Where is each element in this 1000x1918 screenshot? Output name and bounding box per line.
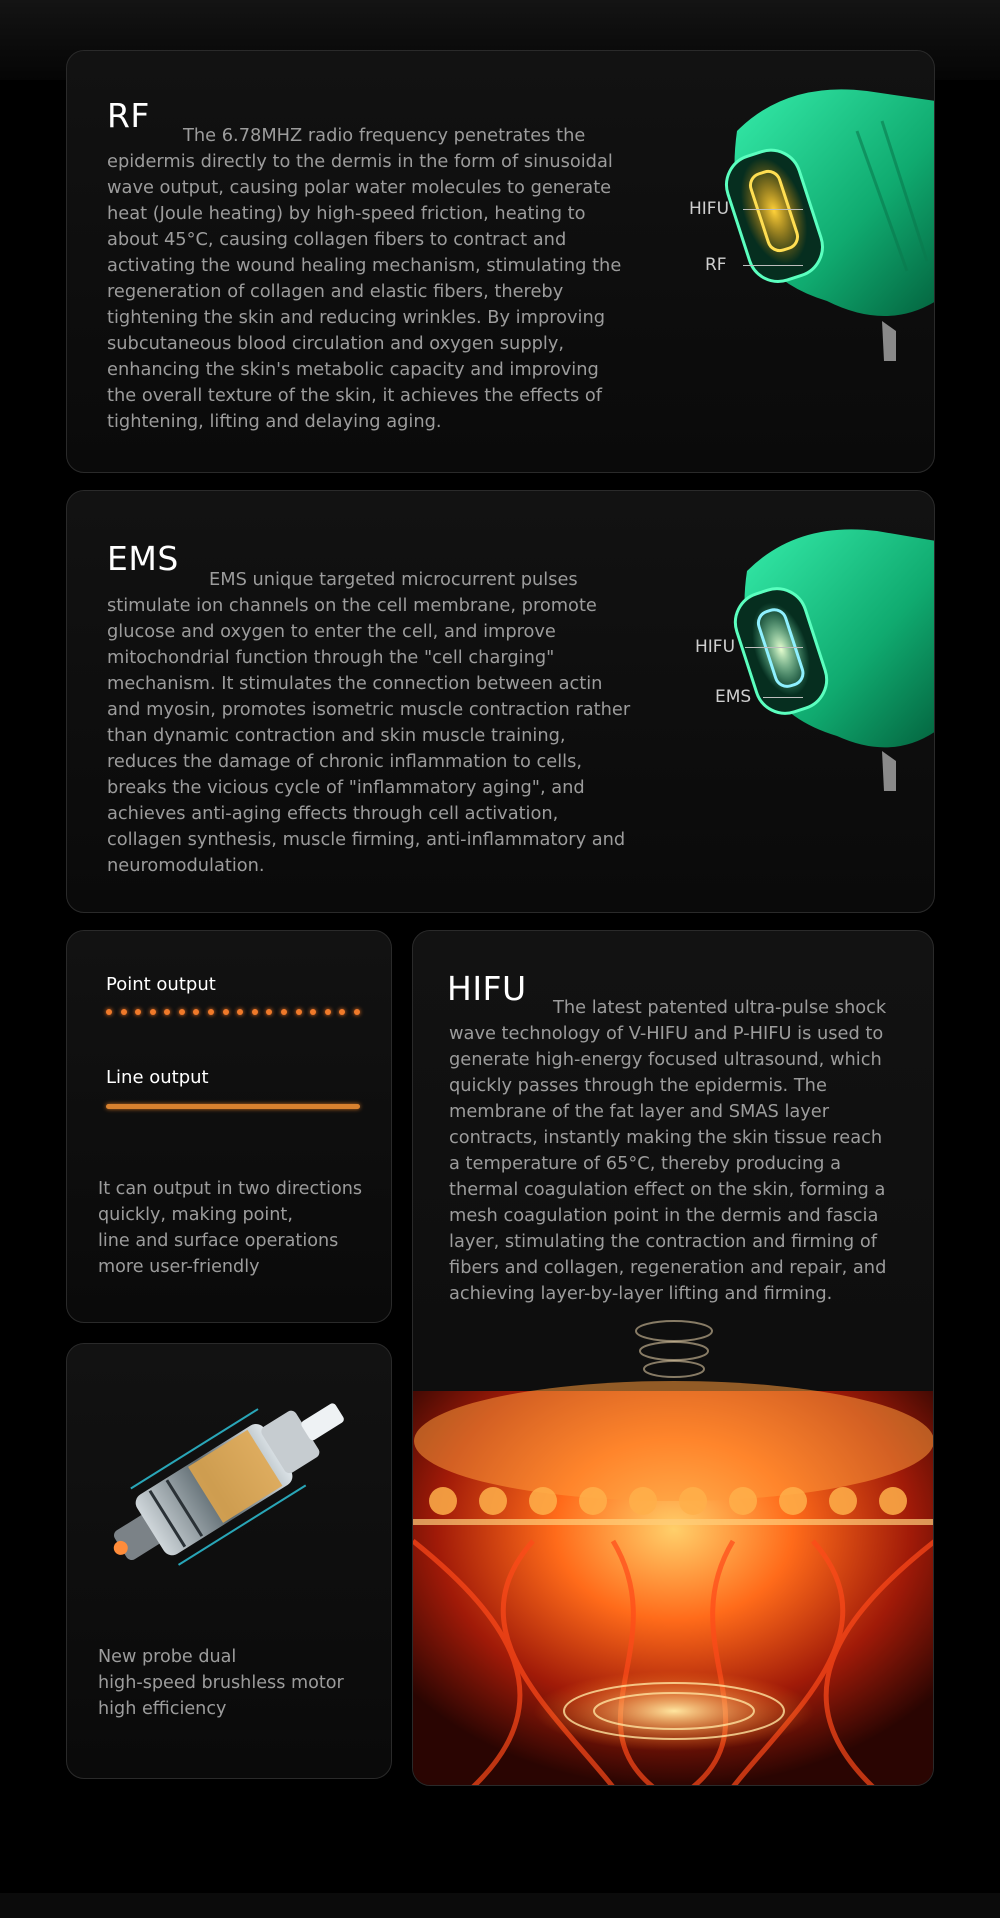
ems-hifu-leader (745, 647, 803, 648)
rf-hifu-leader (743, 209, 803, 210)
rf-card (66, 50, 935, 473)
hifu-text: The latest patented ultra-pulse shock wave technology of V-HIFU and P-HIFU is used to generate high-energy focused ultrasound, which quickly passes through the epidermis. The membrane of the fat layer and SMAS layer contracts, instantly making the skin tissue reach a temperature of 65°C, thereby producing a thermal coagulation effect on the skin, forming a mesh coagulation point in the dermis and fascia layer, stimulating the contraction and firming of fibers and collagen, regeneration and repair, and achieving layer-by-layer lifting and firming. (449, 997, 887, 1304)
ems-ems-label: EMS (715, 687, 752, 707)
motor-description: New probe dual high-speed brushless motor high efficiency (98, 1647, 344, 1719)
ems-title: EMS (107, 539, 179, 578)
device-head-rf-image (667, 71, 935, 371)
point-output-dots (106, 1009, 360, 1017)
hifu-description (449, 995, 889, 1307)
line-output-label: Line output (106, 1067, 209, 1088)
ems-text: EMS unique targeted microcurrent pulses stimulate ion channels on the cell membrane, promote glucose and oxygen to enter the cell, and improve mitochondrial function through the "cell charging" mechanism. It stimulates the connection between actin and myosin, promotes isometric muscle contraction rather than dynamic contraction and skin muscle training, reduces the damage of chronic inflammation to cells, breaks the vicious cycle of "inflammatory aging", and achieves anti-aging effects through cell activation, collagen synthesis, muscle firming, anti-inflammatory and neuromodulation. (107, 569, 631, 876)
ems-description (107, 567, 637, 879)
brushless-motor-image (81, 1374, 381, 1584)
hifu-title: HIFU (447, 969, 527, 1008)
point-output-label: Point output (106, 974, 216, 995)
rf-title: RF (107, 96, 150, 135)
rf-rf-label: RF (705, 255, 727, 275)
hifu-card (412, 930, 934, 1786)
ems-hifu-label: HIFU (695, 637, 736, 657)
output-card (66, 930, 392, 1323)
rf-description (107, 123, 629, 435)
line-output-bar (106, 1104, 360, 1109)
ems-card (66, 490, 935, 913)
rf-rf-leader (743, 265, 803, 266)
bottom-band (0, 1893, 1000, 1918)
output-description: It can output in two directions quickly, making point, line and surface operations more user-friendly (98, 1179, 363, 1277)
rf-text: The 6.78MHZ radio frequency penetrates the epidermis directly to the dermis in the form of sinusoidal wave output, causing polar water molecules to generate heat (Joule heating) by high-speed friction, heating to about 45°C, causing collagen fibers to contract and activating the wound healing mechanism, stimulating the regeneration of collagen and elastic fibers, thereby tightening the skin and reducing wrinkles. By improving subcutaneous blood circulation and oxygen supply, enhancing the skin's metabolic capacity and improving the overall texture of the skin, it achieves the effects of tightening, lifting and delaying aging. (107, 125, 622, 432)
ems-ems-leader (763, 697, 803, 698)
rf-hifu-label: HIFU (689, 199, 730, 219)
motor-card (66, 1343, 392, 1779)
hifu-tissue-image (413, 1301, 934, 1786)
